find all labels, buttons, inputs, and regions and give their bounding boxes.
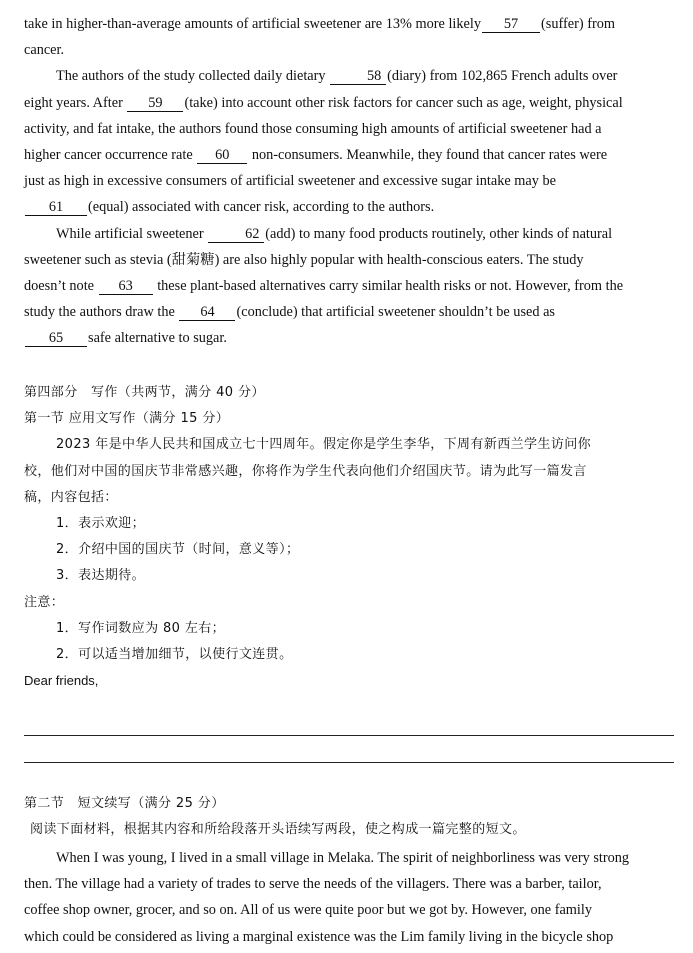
blank-59[interactable]: 59 xyxy=(127,96,183,112)
passage-text: cancer. xyxy=(24,42,65,59)
part-title: 第四部分 写作（共两节，满分 40 分） xyxy=(24,385,265,400)
passage-text: these plant-based alternatives carry similar health risks or not. However, from the xyxy=(157,278,624,295)
answer-line[interactable] xyxy=(24,762,674,763)
passage-line xyxy=(24,221,676,247)
task-text: 校，他们对中国的国庆节非常感兴趣，你将作为学生代表向他们介绍国庆节。请为此写一篇发言 xyxy=(24,463,587,479)
passage-line xyxy=(24,168,676,194)
passage-text: take in higher-than-average amounts of artificial sweetener are 13% more likely xyxy=(24,16,482,32)
blank-64[interactable]: 64 xyxy=(179,305,235,321)
passage-text: non-consumers. Meanwhile, they found that cancer rates were xyxy=(251,147,608,164)
passage-text: eight years. After xyxy=(24,94,123,111)
passage-text: While artificial sweetener xyxy=(56,225,204,242)
passage-line xyxy=(24,194,676,220)
passage-line xyxy=(24,325,676,351)
passage-line xyxy=(24,11,676,37)
passage-text: just as high in excessive consumers of artificial sweetener and excessive sugar intake may be xyxy=(24,173,556,190)
blank-65[interactable]: 65 xyxy=(25,331,87,347)
salutation: Dear friends, xyxy=(24,673,99,689)
passage-text: The authors of the study collected daily dietary xyxy=(56,68,326,85)
passage-line xyxy=(24,37,676,63)
passage-line xyxy=(24,142,676,168)
content-item: 3．表达期待。 xyxy=(56,568,146,584)
content-item: 1．表示欢迎； xyxy=(56,516,146,532)
task-text: 稿，内容包括： xyxy=(24,489,118,505)
passage-line xyxy=(24,116,676,142)
blank-58[interactable]: 58 xyxy=(330,69,386,85)
passage-text: higher cancer occurrence rate xyxy=(24,147,193,164)
blank-60[interactable]: 60 xyxy=(197,148,247,164)
passage-line xyxy=(24,63,676,89)
blank-63[interactable]: 63 xyxy=(99,279,153,295)
note-label: 注意： xyxy=(24,594,65,610)
passage-line xyxy=(24,90,676,116)
passage-text: (conclude) that artificial sweetener shouldn’t be used as xyxy=(236,304,555,321)
story-line: which could be considered as living a marginal existence was the Lim family living in the bicycle shop xyxy=(24,928,614,945)
blank-62[interactable]: 62 xyxy=(208,227,264,243)
section-title: 第一节 应用文写作（满分 15 分） xyxy=(24,411,230,427)
passage-line xyxy=(24,247,676,273)
note-item: 1．写作词数应为 80 左右； xyxy=(56,620,226,636)
instruction: 阅读下面材料，根据其内容和所给段落开头语续写两段，使之构成一篇完整的短文。 xyxy=(30,822,526,838)
note-item: 2．可以适当增加细节，以使行文连贯。 xyxy=(56,647,293,663)
passage-text: safe alternative to sugar. xyxy=(88,330,227,347)
answer-line[interactable] xyxy=(24,735,674,736)
section-title: 第二节 短文续写（满分 25 分） xyxy=(24,796,225,811)
passage-text: sweetener such as stevia (甜菊糖) are also highly popular with health-conscious eaters. The study xyxy=(24,251,584,268)
story-passage xyxy=(24,845,676,950)
continuation-section xyxy=(24,791,676,843)
passage-text: study the authors draw the xyxy=(24,304,175,321)
content-item: 2．介绍中国的国庆节（时间，意义等）； xyxy=(56,542,300,558)
blank-61[interactable]: 61 xyxy=(25,200,87,216)
grammar-passage xyxy=(24,11,676,352)
passage-text: activity, and fat intake, the authors found those consuming high amounts of artificial sweetener had a xyxy=(24,120,602,137)
passage-text: (diary) from 102,865 French adults over xyxy=(387,68,618,85)
blank-57[interactable]: 57 xyxy=(482,17,540,33)
story-line: coffee shop owner, grocer, and so on. All of us were quite poor but we got by. However, one family xyxy=(24,902,593,919)
passage-text: (add) to many food products routinely, other kinds of natural xyxy=(265,225,613,242)
passage-text: (take) into account other risk factors for cancer such as age, weight, physical xyxy=(184,94,623,111)
passage-text: doesn’t note xyxy=(24,278,95,295)
story-line: When I was young, I lived in a small village in Melaka. The spirit of neighborliness was very strong xyxy=(56,850,630,866)
writing-section xyxy=(24,380,676,694)
story-line: then. The village had a variety of trades to serve the needs of the villagers. There was a barber, tailor, xyxy=(24,876,602,893)
passage-line xyxy=(24,273,676,299)
passage-text: (equal) associated with cancer risk, according to the authors. xyxy=(88,199,435,216)
passage-line xyxy=(24,299,676,325)
task-text: 2023 年是中华人民共和国成立七十四周年。假定你是学生李华，下周有新西兰学生访问你 xyxy=(56,437,592,453)
passage-text: (suffer) from xyxy=(541,16,615,32)
